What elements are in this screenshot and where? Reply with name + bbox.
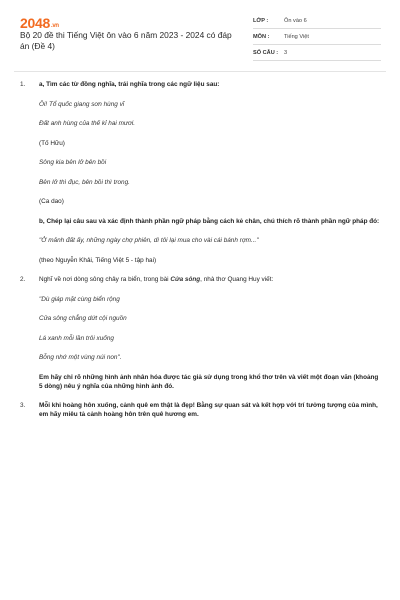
poem-line: Ôi! Tổ quốc giang sơn hùng vĩ bbox=[39, 100, 125, 108]
question-number: 2. bbox=[20, 276, 26, 283]
logo-suffix: .vn bbox=[50, 23, 59, 29]
meta-label: LỚP : bbox=[253, 18, 269, 24]
quote-source: (theo Nguyễn Khải, Tiếng Việt 5 - tập hai) bbox=[39, 256, 157, 264]
q2-intro bbox=[39, 275, 380, 284]
question-number: 3. bbox=[20, 402, 26, 409]
meta-value: 3 bbox=[284, 50, 288, 56]
poem-line: Lá xanh mỗi lần trôi xuống bbox=[39, 334, 114, 342]
logo-text: 2048 bbox=[20, 15, 50, 31]
meta-row-class bbox=[253, 15, 381, 29]
poem-line: Cửa sông chẳng dứt cội nguồn bbox=[39, 315, 127, 322]
q2-intro-after: , nhà thơ Quang Huy viết: bbox=[200, 276, 274, 283]
q3-task: Mỗi khi hoàng hôn xuống, cảnh quê em thật là đẹp! Bằng sự quan sát và kết hợp với trí tưởng tượng của mình, em hãy miêu tả cảnh hoàng hôn trên quê hương em. bbox=[39, 402, 378, 418]
meta-table bbox=[253, 15, 381, 63]
meta-value: Tiếng Việt bbox=[284, 34, 309, 40]
meta-value: Ôn vào 6 bbox=[284, 18, 307, 24]
q2-task: Em hãy chỉ rõ những hình ảnh nhân hóa được tác giả sử dụng trong khổ thơ trên và viết một đoạn văn (khoảng 5 dòng) nêu ý nghĩa của những hình ảnh đó. bbox=[39, 373, 379, 390]
question-number: 1. bbox=[20, 81, 26, 88]
poem-line: Đất anh hùng của thế kỉ hai mươi. bbox=[39, 120, 136, 127]
poem-title: Cửa sông bbox=[170, 276, 201, 283]
meta-label: SỐ CÂU : bbox=[253, 50, 279, 56]
meta-row-count bbox=[253, 47, 381, 61]
poem-line: "Dù giáp mặt cùng biển rộng bbox=[39, 295, 120, 303]
site-logo[interactable] bbox=[20, 15, 59, 31]
poem-line: Sông kia bên lở bên bồi bbox=[39, 159, 107, 166]
question-3 bbox=[20, 401, 380, 419]
quote-text: "Ở mảnh đất ấy, những ngày chợ phiên, dì tôi lại mua cho vài cái bánh rợm..." bbox=[39, 237, 259, 244]
meta-label: MÔN : bbox=[253, 34, 270, 40]
meta-row-subject bbox=[253, 31, 381, 45]
poem-source: (Ca dao) bbox=[39, 198, 64, 205]
question-2 bbox=[20, 275, 380, 391]
poem-line: Bên lở thì đục, bên bồi thì trong. bbox=[39, 178, 130, 186]
question-1 bbox=[20, 80, 380, 265]
poem-line: Bỗng nhớ một vùng núi non". bbox=[39, 354, 122, 361]
q2-intro-before: Nghĩ về nơi dòng sông chảy ra biển, trong bài bbox=[39, 276, 171, 283]
poem-source: (Tố Hữu) bbox=[39, 139, 65, 147]
document-title: Bộ 20 đề thi Tiếng Việt ôn vào 6 năm 2023 - 2024 có đáp án (Đề 4) bbox=[20, 30, 232, 51]
exam-content bbox=[20, 80, 380, 430]
header-divider bbox=[14, 71, 386, 72]
q1-part-a: a, Tìm các từ đồng nghĩa, trái nghĩa trong các ngữ liệu sau: bbox=[39, 81, 220, 88]
q1-part-b: b, Chép lại câu sau và xác định thành phần ngữ pháp bằng cách kẻ chân, chú thích rõ thành phần ngữ pháp đó: bbox=[39, 217, 380, 225]
